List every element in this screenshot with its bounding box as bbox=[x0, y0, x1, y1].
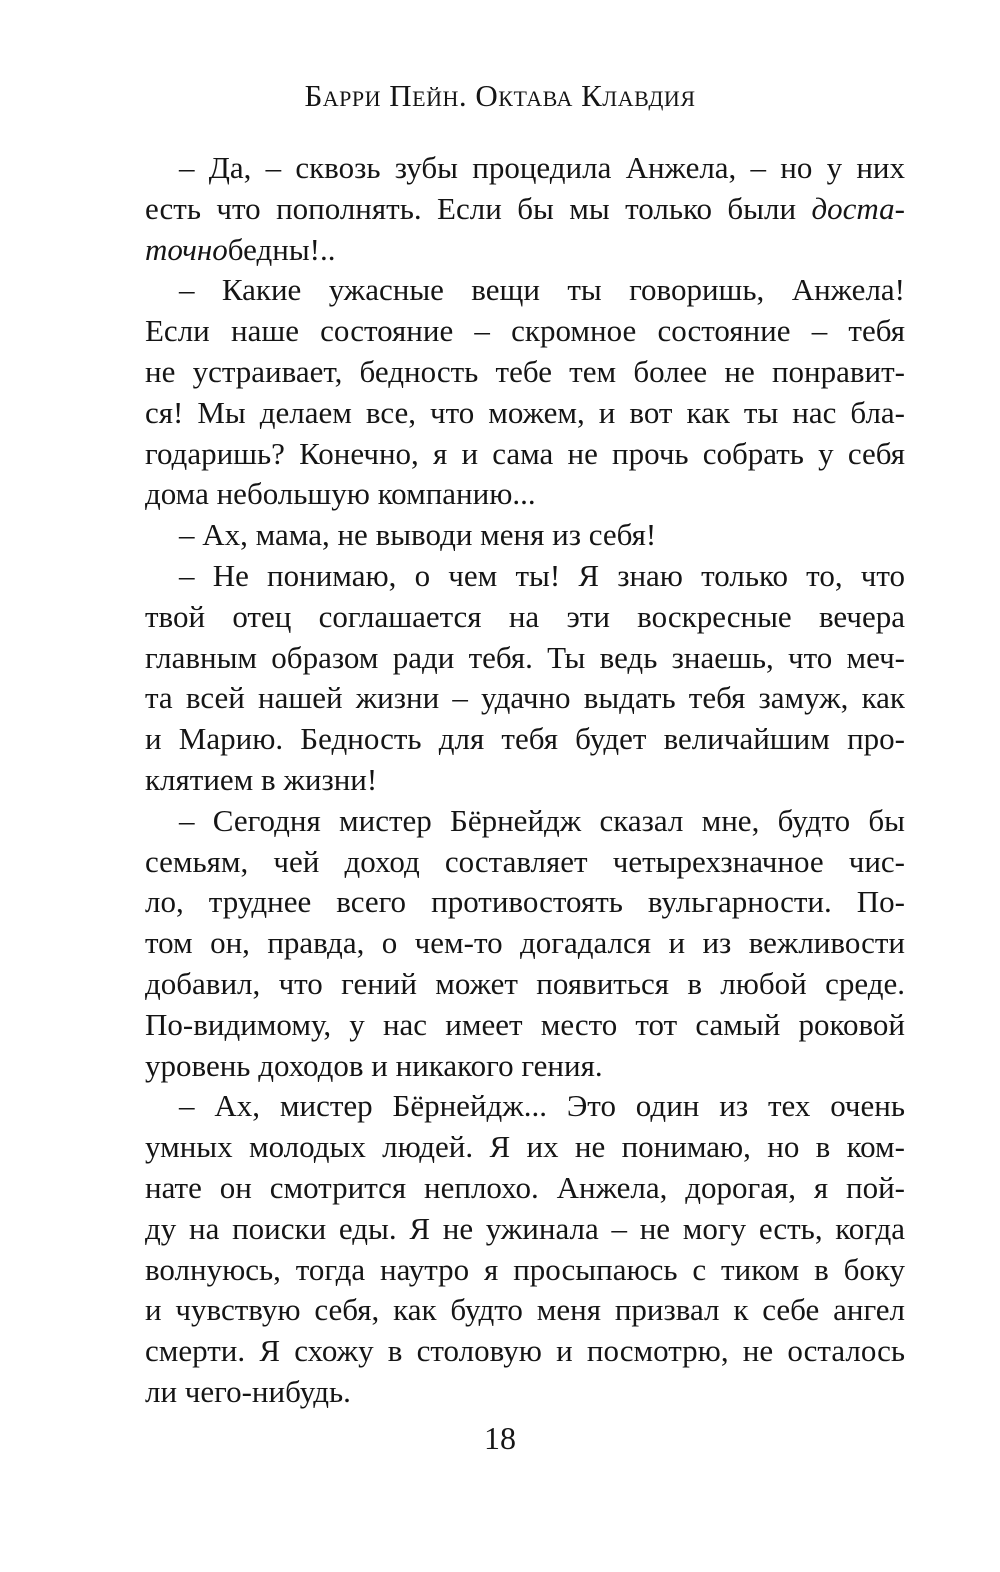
text-line bbox=[145, 638, 905, 679]
text-line bbox=[145, 1168, 905, 1209]
text-line bbox=[145, 393, 905, 434]
text-line-content: та всей нашей жизни – удачно выдать тебя замуж, как bbox=[145, 680, 905, 716]
text-line-content: ли чего-нибудь. bbox=[145, 1373, 351, 1409]
text-line bbox=[145, 1290, 905, 1331]
text-line bbox=[145, 1005, 905, 1046]
text-line-content: По-видимому, у нас имеет место тот самый роковой bbox=[145, 1006, 905, 1042]
text-line-content: умных молодых людей. Я их не понимаю, но в ком- bbox=[145, 1129, 905, 1165]
text-line bbox=[145, 148, 905, 189]
text-line-content: годаришь? Конечно, я и сама не прочь собрать у себя bbox=[145, 435, 905, 471]
text-line-content: Если наше состояние – скромное состояние – тебя bbox=[145, 313, 905, 349]
text-line-content: – Не понимаю, о чем ты! Я знаю только то, что bbox=[179, 557, 905, 593]
text-line-content: ло, труднее всего противостоять вульгарности. По- bbox=[145, 884, 905, 920]
text-line-content: – Ах, мистер Бёрнейдж... Это один из тех очень bbox=[179, 1088, 905, 1124]
text-line-content: семьям, чей доход составляет четырехзначное чис- bbox=[145, 843, 905, 879]
text-line bbox=[145, 1372, 905, 1413]
text-line bbox=[145, 1331, 905, 1372]
text-line-content: и Марию. Бедность для тебя будет величайшим про- bbox=[145, 721, 905, 757]
text-line-content: не устраивает, бедность тебе тем более не понравит- bbox=[145, 353, 905, 389]
text-line bbox=[145, 760, 905, 801]
text-line bbox=[145, 882, 905, 923]
text-line bbox=[145, 1127, 905, 1168]
running-head: Барри Пейн. Октава Клавдия bbox=[304, 78, 696, 113]
text-line-content: уровень доходов и никакого гения. bbox=[145, 1047, 603, 1083]
text-line bbox=[145, 719, 905, 760]
text-line bbox=[145, 1086, 905, 1127]
text-line bbox=[145, 964, 905, 1005]
text-line bbox=[145, 1250, 905, 1291]
text-line bbox=[145, 842, 905, 883]
text-line-content: – Ах, мама, не выводи меня из себя! bbox=[179, 517, 657, 553]
text-line-content: бедны!.. bbox=[227, 231, 336, 267]
text-line bbox=[145, 270, 905, 311]
text-line-content: и чувствую себя, как будто меня призвал к себе ангел bbox=[145, 1292, 905, 1328]
text-line-content: – Какие ужасные вещи ты говоришь, Анжела! bbox=[179, 272, 905, 308]
text-line bbox=[145, 678, 905, 719]
text-line-content: волнуюсь, тогда наутро я просыпаюсь с тиком в боку bbox=[145, 1251, 905, 1287]
text-line-content: том он, правда, о чем-то догадался и из вежливости bbox=[145, 925, 905, 961]
text-line-content: твой отец соглашается на эти воскресные вечера bbox=[145, 598, 905, 634]
text-line-content: – Сегодня мистер Бёрнейдж сказал мне, будто бы bbox=[179, 802, 905, 838]
text-line bbox=[145, 434, 905, 475]
text-line bbox=[145, 311, 905, 352]
text-line-content: клятием в жизни! bbox=[145, 761, 378, 797]
text-line-content: ду на поиски еды. Я не ужинала – не могу есть, когда bbox=[145, 1210, 905, 1246]
italic-emphasis: точно bbox=[145, 231, 228, 267]
text-line bbox=[145, 1209, 905, 1250]
text-line-content: добавил, что гений может появиться в любой среде. bbox=[145, 965, 905, 1001]
text-line bbox=[145, 923, 905, 964]
text-line-content: – Да, – сквозь зубы процедила Анжела, – но у них bbox=[179, 150, 905, 185]
text-line-content: дома небольшую компанию... bbox=[145, 476, 536, 512]
text-line-content: нате он смотрится неплохо. Анжела, дорогая, я пой- bbox=[145, 1169, 905, 1205]
text-line-content: главным образом ради тебя. Ты ведь знаешь, что меч- bbox=[145, 639, 905, 675]
italic-emphasis: доста- bbox=[796, 190, 905, 226]
text-line bbox=[145, 597, 905, 638]
text-line bbox=[145, 352, 905, 393]
body-text bbox=[145, 148, 905, 1413]
text-line-content: есть что пополнять. Если бы мы только были bbox=[145, 190, 797, 226]
page-number: 18 bbox=[484, 1420, 516, 1456]
text-line bbox=[145, 556, 905, 597]
text-line bbox=[145, 230, 905, 271]
text-line bbox=[145, 474, 905, 515]
text-line-content: ся! Мы делаем все, что можем, и вот как ты нас бла- bbox=[145, 394, 905, 430]
text-line bbox=[145, 189, 905, 230]
text-line bbox=[145, 515, 905, 556]
text-line bbox=[145, 801, 905, 842]
text-line bbox=[145, 1046, 905, 1087]
text-line-content: смерти. Я схожу в столовую и посмотрю, не осталось bbox=[145, 1333, 905, 1369]
